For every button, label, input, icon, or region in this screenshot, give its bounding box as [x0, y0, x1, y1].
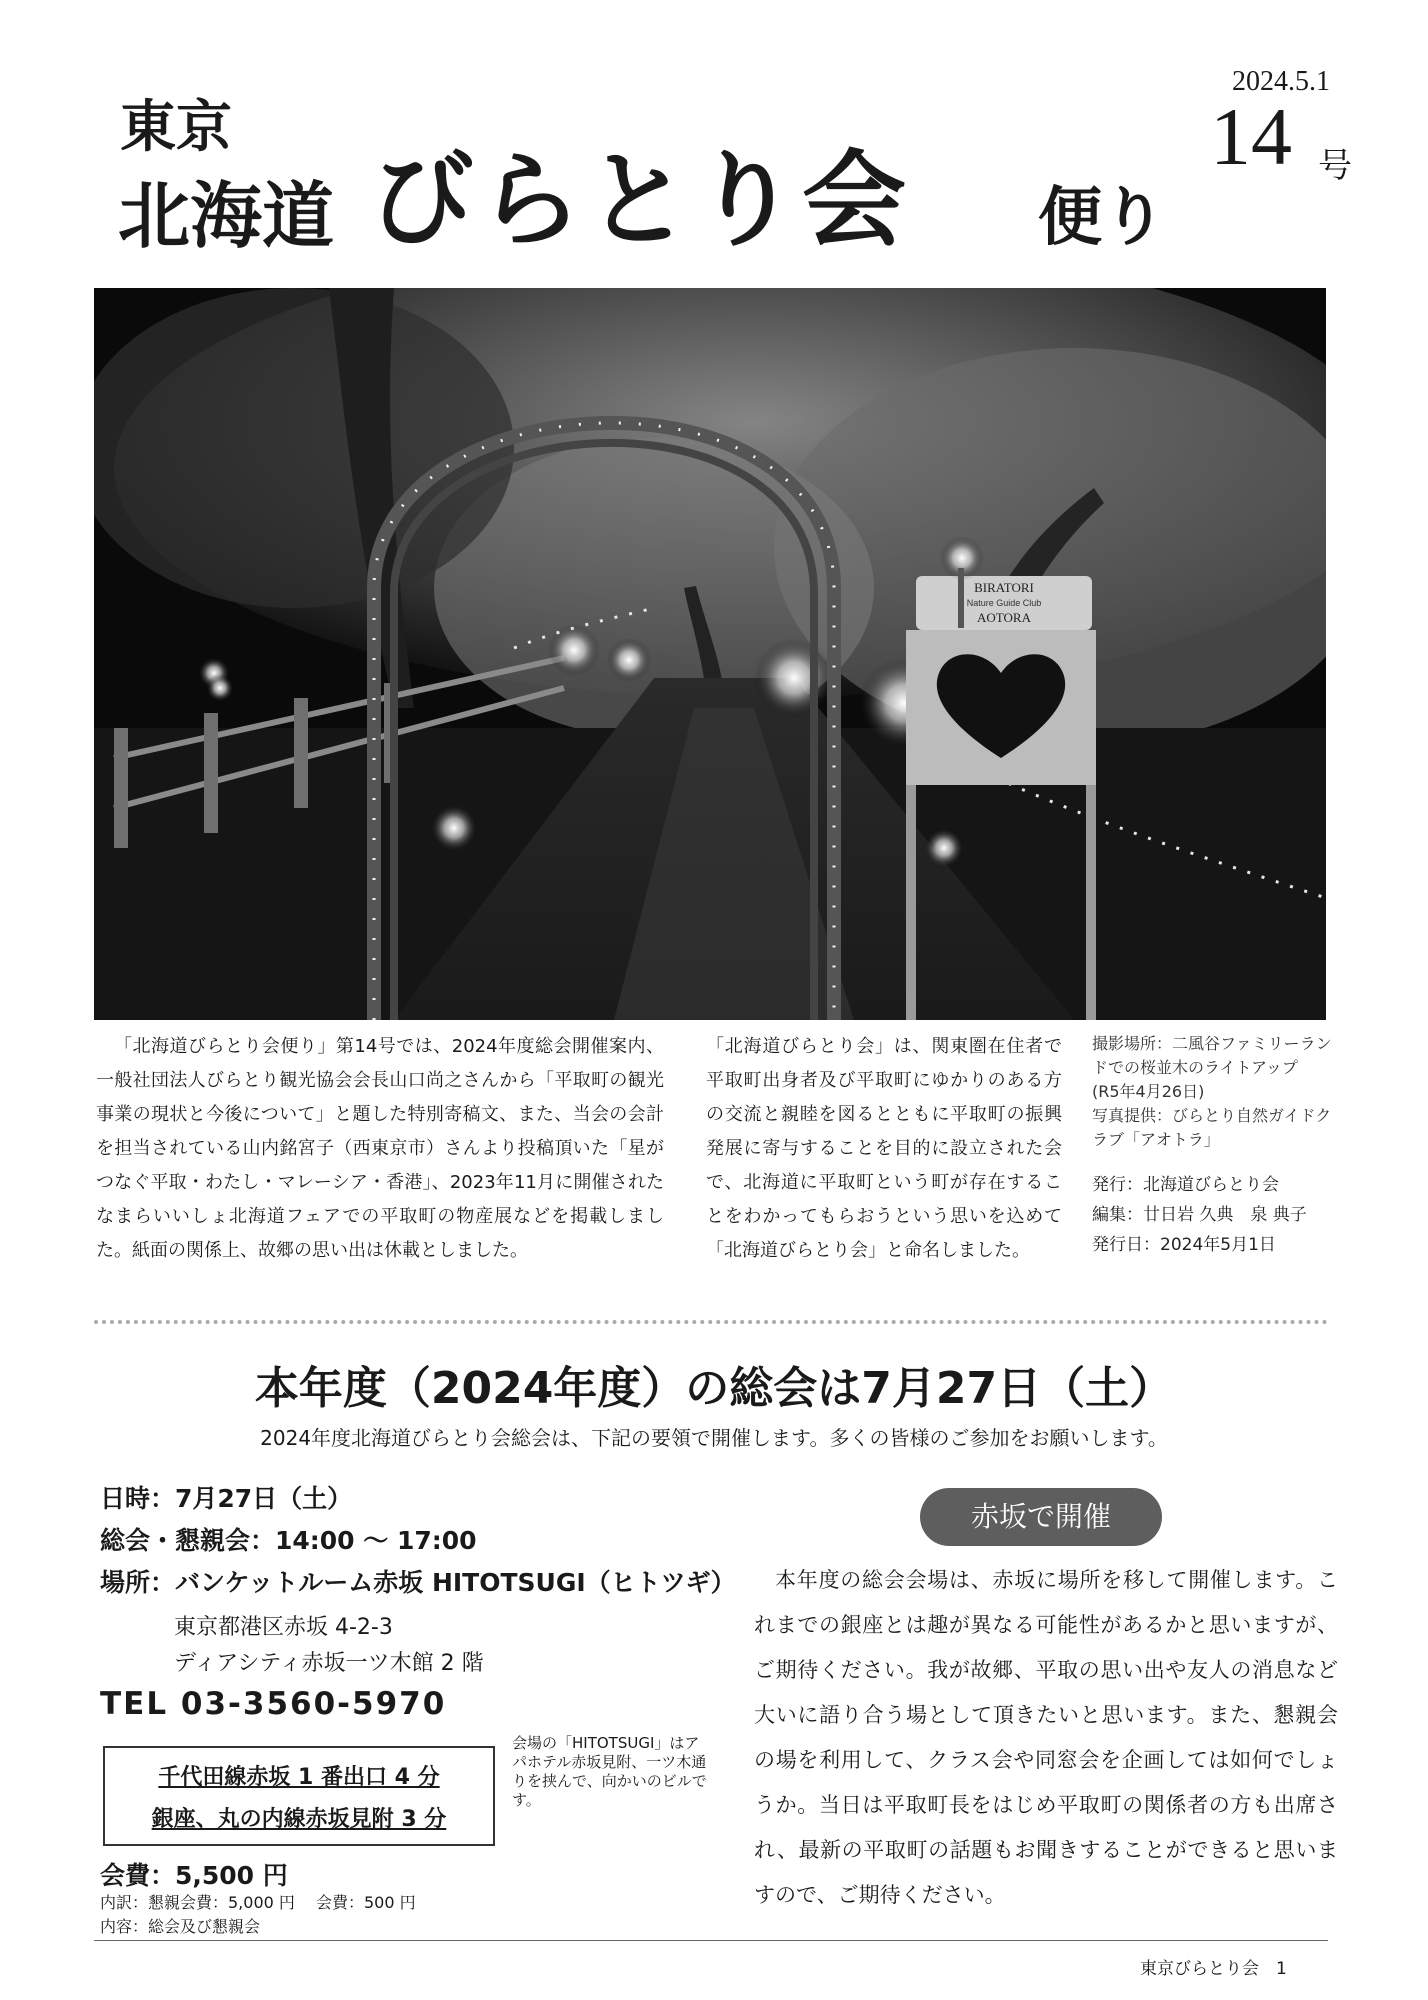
meeting-place: 場所：バンケットルーム赤坂 HITOTSUGI（ヒトツギ）: [100, 1568, 736, 1597]
credit-location: 撮影場所：二風谷ファミリーランドでの桜並木のライトアップ: [1092, 1034, 1332, 1077]
akasaka-badge: 赤坂で開催: [920, 1488, 1162, 1546]
sign-text-2: Nature Guide Club: [966, 598, 1042, 608]
publisher-info: [1092, 1170, 1332, 1260]
meeting-content: 内容：総会及び懇親会: [100, 1917, 261, 1936]
about-paragraph: 「北海道びらとり会」は、関東圏在住者で平取町出身者及び平取町にゆかりのある方の交流と親睦を図るとともに平取町の振興発展に寄与することを目的に設立された会で、北海道に平取町という町が存在することをわかってもらおうという思いを込めて「北海道びらとり会」と命名しました。: [706, 1036, 1062, 1261]
phone-number: TEL 03-3560-5970: [100, 1686, 447, 1722]
sign-text-3: AOTORA: [977, 610, 1031, 625]
cover-photo: [94, 288, 1326, 1020]
publisher-name: 発行：北海道びらとり会: [1092, 1175, 1279, 1195]
issue-number: 14: [1210, 91, 1292, 182]
access-note: 会場の「HITOTSUGI」はアパホテル赤坂見附、一ツ木通りを挟んで、向かいのビルです。: [512, 1734, 707, 1809]
access-box: [103, 1746, 495, 1846]
title-biratori-kai: びらとり会: [370, 138, 911, 261]
title-tayori: 便り: [1038, 181, 1166, 255]
credit-date: (R5年4月26日): [1092, 1082, 1205, 1101]
issue-date: 2024.5.1: [1232, 66, 1330, 97]
fee: 会費：5,500 円: [100, 1861, 288, 1890]
access-chiyoda: 千代田線赤坂 1 番出口 4 分: [158, 1765, 440, 1790]
footer-rule: [94, 1940, 1328, 1941]
publish-date: 発行日：2024年5月1日: [1092, 1235, 1276, 1255]
meeting-time: 総会・懇親会：14:00 ～ 17:00: [100, 1526, 477, 1555]
issue-unit: 号: [1318, 146, 1352, 186]
meeting-subline: 2024年度北海道びらとり会総会は、下記の要領で開催します。多くの皆様のご参加をお願いします。: [260, 1426, 1168, 1450]
title-hokkaido: 北海道: [118, 174, 335, 258]
footer-page: 東京びらとり会 1: [1140, 1959, 1287, 1979]
section-divider: [94, 1320, 1328, 1324]
meeting-body: 本年度の総会会場は、赤坂に場所を移して開催します。これまでの銀座とは趣が異なる可能性があるかと思いますが、ご期待ください。我が故郷、平取の思い出や友人の消息など大いに語り合う場として頂きたいと思います。また、懇親会の場を利用して、クラス会や同窓会を企画しては如何でしょうか。当日は平取町長をはじめ平取町の関係者の方も出席され、最新の平取町の話題もお聞きすることができると思いますので、ご期待ください。: [754, 1568, 1338, 1907]
address-line2: ディアシティ赤坂一ツ木館 2 階: [174, 1651, 484, 1676]
access-ginza-marunouchi: 銀座、丸の内線赤坂見附 3 分: [151, 1807, 447, 1832]
fee-breakdown: 内訳：懇親会費：5,000 円 会費：500 円: [100, 1893, 416, 1912]
editors: 編集：廿日岩 久典 泉 典子: [1092, 1205, 1307, 1225]
night-arch-illustration: [94, 288, 1326, 1020]
meeting-headline: 本年度（2024年度）の総会は7月27日（土）: [254, 1363, 1174, 1414]
photo-credit: [1092, 1032, 1332, 1152]
title-tokyo: 東京: [120, 95, 232, 160]
intro-paragraph: 「北海道びらとり会便り」第14号では、2024年度総会開催案内、一般社団法人びらとり観光協会会長山口尚之さんから「平取町の観光事業の現状と今後について」と題した特別寄稿文、また、当会の会計を担当されている山内銘宮子（西東京市）さんより投稿頂いた「星がつなぐ平取・わたし・マレーシア・香港」、2023年11月に開催されたなまらいいしょ北海道フェアでの平取町の物産展などを掲載しました。紙面の関係上、故郷の思い出は休載としました。: [96, 1036, 664, 1261]
sign-text-1: BIRATORI: [974, 580, 1034, 595]
address-line1: 東京都港区赤坂 4-2-3: [174, 1615, 393, 1640]
credit-provider: 写真提供：びらとり自然ガイドクラブ「アオトラ」: [1092, 1106, 1332, 1149]
meeting-date: 日時：7月27日（土）: [100, 1484, 353, 1513]
